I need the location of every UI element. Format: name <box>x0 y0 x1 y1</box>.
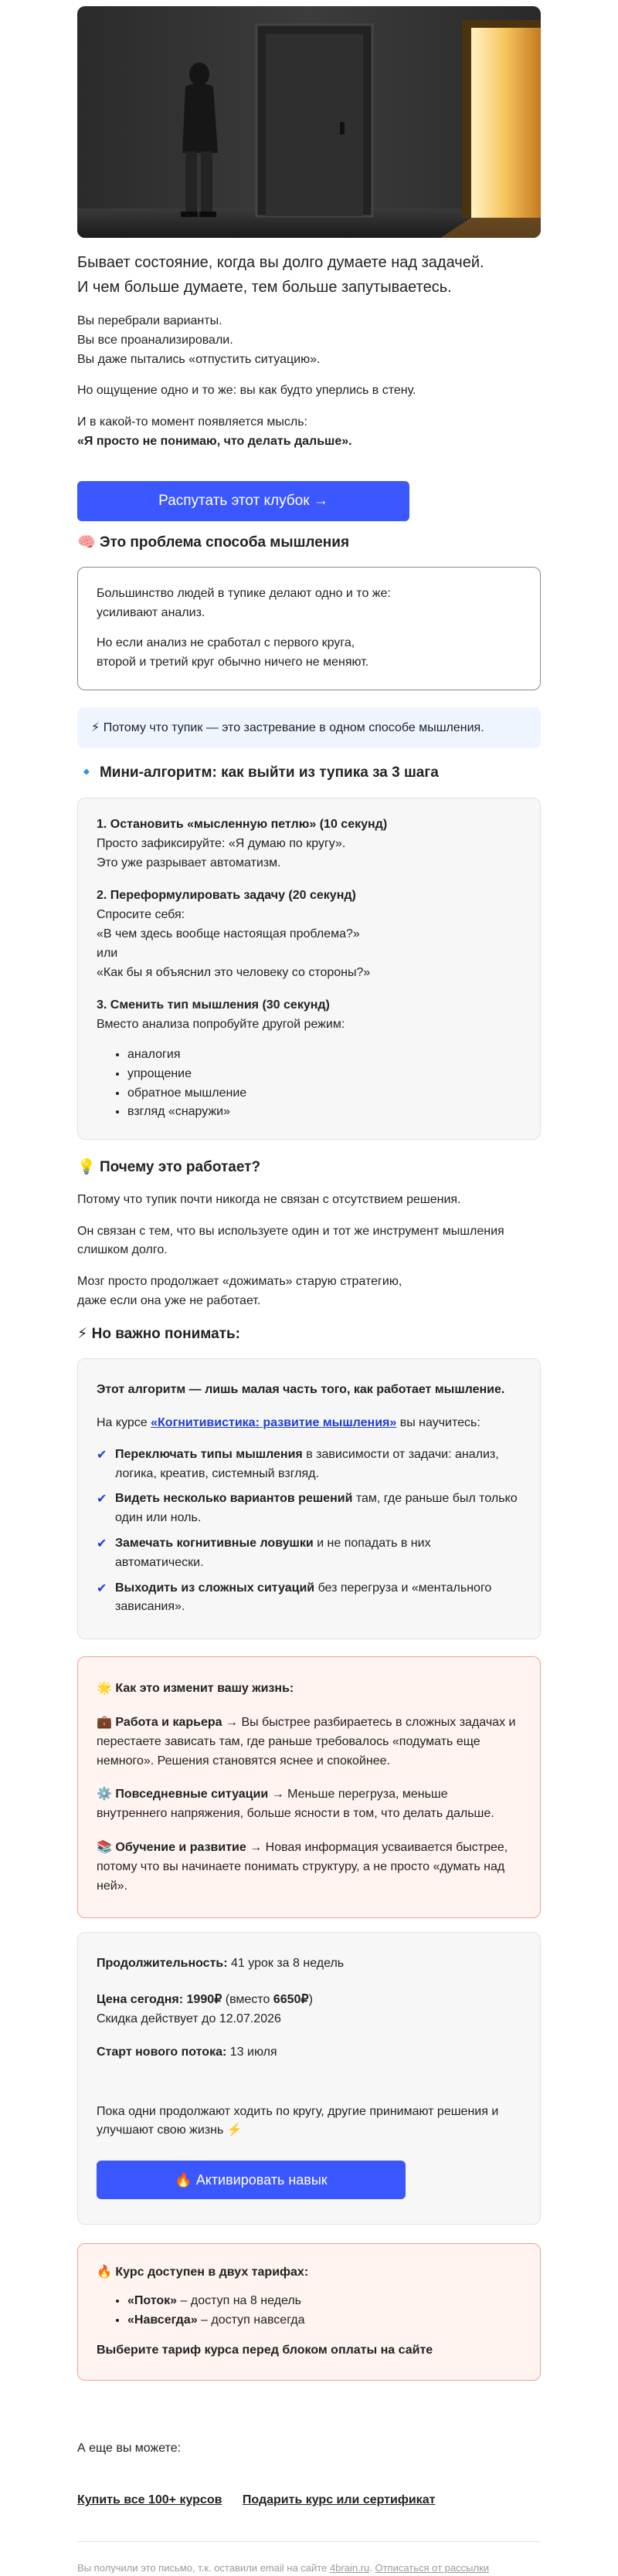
algorithm-heading <box>77 762 541 784</box>
footnote-mid: . <box>369 2561 375 2574</box>
list-item <box>97 1534 521 1573</box>
skill-bold: Переключать типы мышления <box>115 1447 303 1461</box>
more-label: А еще вы можете: <box>77 2442 182 2456</box>
list-item <box>127 2292 521 2311</box>
offer-start <box>97 2043 521 2062</box>
step-2 <box>97 886 521 982</box>
footnote <box>77 2541 541 2576</box>
books-icon: 📚 <box>97 1839 112 1855</box>
list-item <box>97 1579 521 1618</box>
life-title <box>97 1679 521 1699</box>
lightning-icon: ⚡ <box>77 1324 88 1342</box>
list-item: • упрощение <box>127 1065 521 1084</box>
course-intro <box>97 1414 521 1433</box>
start-value: 13 июля <box>226 2045 277 2059</box>
why-text <box>77 1191 541 1311</box>
buy-all-courses-link[interactable]: Купить все 100+ курсов <box>77 2493 222 2507</box>
lightning-icon: ⚡ <box>91 719 100 734</box>
gift-course-link[interactable]: Подарить курс или сертификат <box>242 2493 436 2507</box>
dead-end-note <box>77 707 541 749</box>
start-label: Старт нового потока: <box>97 2045 227 2059</box>
problem-box-line-1: Большинство людей в тупике делают одно и то же: <box>97 587 391 601</box>
intro-line-1: Бывает состояние, когда вы долго думаете над задачей. <box>77 254 484 271</box>
why-para-2 <box>77 1222 541 1261</box>
p1-line-3: Вы даже пытались «отпустить ситуацию». <box>77 352 321 366</box>
p3-line-2-bold: «Я просто не понимаю, что делать дальше». <box>77 434 352 448</box>
closing-line-1: Пока одни продолжают ходить по кругу, другие принимают решения и <box>97 2104 499 2118</box>
life-item-learning <box>97 1838 521 1896</box>
algorithm-title: Мини-алгоритм: как выйти из тупика за 3 шага <box>99 764 439 781</box>
price-value: 1990₽ <box>186 1993 222 2007</box>
hero-image <box>77 6 541 238</box>
life-title-text: Как это изменит вашу жизнь: <box>115 1682 294 1696</box>
important-title: Но важно понимать: <box>91 1325 240 1342</box>
life-item-rest: → Вы быстрее разбираетесь в сложных задачах и перестаете зависать там, где раньше требовалось «подумать еще немного». Решения становятся яснее и спокойнее. <box>97 1716 516 1768</box>
course-intro-pre: На курсе <box>97 1416 151 1430</box>
problem-box-line-4: второй и третий круг обычно ничего не меняют. <box>97 655 369 669</box>
list-item: • взгляд «снаружи» <box>127 1103 521 1122</box>
why-para-1: Потому что тупик почти никогда не связан с отсутствием решения. <box>77 1192 461 1206</box>
course-intro-post: вы научитесь: <box>396 1416 480 1430</box>
step-2-line-4: «Как бы я объяснил это человеку со стороны?» <box>97 965 371 979</box>
paragraph-options <box>77 312 541 369</box>
list-item: • аналогия <box>127 1046 521 1065</box>
why-title: Почему это работает? <box>99 1159 261 1176</box>
why-para-3-line-2: даже если она уже не работает. <box>77 1293 261 1307</box>
price-mid: (вместо <box>222 1993 273 2007</box>
closing-line-2: улучшают свою жизнь ⚡ <box>97 2124 243 2137</box>
briefcase-icon: 💼 <box>97 1714 112 1730</box>
why-para-2-line-1: Он связан с тем, что вы используете один и тот же инструмент мышления <box>77 1224 504 1238</box>
intro-line-2: И чем больше думаете, тем больше запутываетесь. <box>77 279 452 296</box>
course-lead-a: Этот алгоритм <box>97 1383 186 1397</box>
problem-box-para-1 <box>97 585 521 623</box>
problem-box-line-2: усиливают анализ. <box>97 606 205 620</box>
fire-icon: 🔥 <box>97 2264 112 2279</box>
life-item-rest: → Новая информация усваивается быстрее, потому что вы начинаете понимать структуру, а не просто «думать над ней». <box>97 1841 508 1893</box>
why-heading <box>77 1157 541 1178</box>
course-lead <box>97 1381 521 1400</box>
skill-rest: там, где раньше был только один или ноль. <box>115 1492 518 1525</box>
discount-deadline: Скидка действует до 12.07.2026 <box>97 2012 281 2026</box>
check-icon: ✔ <box>97 1580 107 1595</box>
life-item-bold: Повседневные ситуации <box>115 1788 269 1802</box>
tariffs-title-text: Курс доступен в двух тарифах: <box>115 2266 309 2279</box>
light-bulb-icon: 💡 <box>77 1158 96 1176</box>
step-3 <box>97 996 521 1035</box>
course-link[interactable]: «Когнитивистика: развитие мышления» <box>151 1416 397 1430</box>
tariffs-footer: Выберите тариф курса перед блоком оплаты на сайте <box>97 2343 433 2357</box>
step-2-title: 2. Переформулировать задачу (20 секунд) <box>97 889 356 903</box>
course-box <box>77 1358 541 1639</box>
intro-text <box>77 250 541 300</box>
list-item <box>97 1446 521 1484</box>
offer-duration <box>97 1954 521 1974</box>
step-1-line-1: Просто зафиксируйте: «Я думаю по кругу». <box>97 836 346 850</box>
offer-closing <box>97 2103 521 2141</box>
life-item-bold: Обучение и развитие <box>115 1841 246 1855</box>
price-old: 6650₽ <box>273 1993 309 2007</box>
site-link[interactable]: 4brain.ru <box>329 2561 370 2574</box>
why-para-3-line-1: Мозг просто продолжает «дожимать» старую стратегию, <box>77 1275 402 1289</box>
duration-value: 41 урок за 8 недель <box>227 1957 345 1971</box>
skills-list <box>97 1446 521 1617</box>
footnote-pre: Вы получили это письмо, т.к. оставили email на сайте <box>77 2561 330 2574</box>
gear-icon: ⚙️ <box>97 1786 112 1802</box>
price-end: ) <box>308 1993 313 2007</box>
why-para-2-line-2: слишком долго. <box>77 1243 168 1257</box>
step-2-line-1: Спросите себя: <box>97 908 185 922</box>
step-3-line-1: Вместо анализа попробуйте другой режим: <box>97 1018 345 1032</box>
skill-rest: без перегруза и «ментального зависания». <box>115 1581 492 1614</box>
footer-links <box>77 2491 541 2510</box>
paragraph-thought <box>77 413 541 452</box>
thinking-modes-list <box>127 1046 521 1122</box>
life-item-bold: Работа и карьера <box>115 1716 222 1730</box>
p3-line-1: И в какой-то момент появляется мысль: <box>77 415 307 429</box>
unsubscribe-link[interactable]: Отписаться от рассылки <box>375 2561 490 2574</box>
tariff-name: «Поток» <box>127 2294 178 2307</box>
skill-bold: Замечать когнитивные ловушки <box>115 1537 314 1551</box>
step-1-line-2: Это уже разрывает автоматизм. <box>97 856 281 869</box>
problem-heading <box>77 532 541 554</box>
check-icon: ✔ <box>97 1491 107 1507</box>
list-item: • обратное мышление <box>127 1084 521 1103</box>
paragraph-wall: Но ощущение одно и то же: вы как будто уперлись в стену. <box>77 384 416 398</box>
step-1 <box>97 815 521 873</box>
problem-box <box>77 567 541 690</box>
activate-skill-button[interactable]: 🔥 Активировать навык <box>97 2161 406 2199</box>
skill-bold: Видеть несколько вариантов решений <box>115 1492 353 1506</box>
star-icon: 🌟 <box>97 1680 112 1696</box>
why-para-3 <box>77 1273 541 1311</box>
life-item-rest: → Меньше перегруза, меньше внутреннего напряжения, больше ясности в том, что делать дальше. <box>97 1788 494 1821</box>
life-item-work <box>97 1713 521 1771</box>
tariffs-title <box>97 2262 521 2283</box>
p1-line-1: Вы перебрали варианты. <box>77 314 222 327</box>
skill-rest: и не попадать в них автоматически. <box>115 1537 431 1569</box>
p1-line-2: Вы все проанализировали. <box>77 333 233 347</box>
step-2-line-3: или <box>97 946 118 960</box>
blue-diamond-icon: 🔹 <box>77 764 96 781</box>
brain-icon: 🧠 <box>77 533 96 551</box>
duration-label: Продолжительность: <box>97 1957 228 1971</box>
problem-box-line-3: Но если анализ не сработал с первого круга, <box>97 636 355 649</box>
tariff-name: «Навсегда» <box>127 2313 198 2327</box>
important-heading <box>77 1324 541 1345</box>
check-icon: ✔ <box>97 1446 107 1462</box>
offer-price <box>97 1991 521 2029</box>
step-3-title: 3. Сменить тип мышления (30 секунд) <box>97 998 330 1012</box>
life-item-daily <box>97 1785 521 1824</box>
check-icon: ✔ <box>97 1536 107 1551</box>
life-change-box <box>77 1656 541 1918</box>
untangle-cta-button[interactable]: Распутать этот клубок → <box>77 481 409 521</box>
skill-bold: Выходить из сложных ситуаций <box>115 1581 315 1595</box>
problem-title: Это проблема способа мышления <box>99 534 350 551</box>
tariffs-list <box>127 2292 521 2330</box>
list-item <box>127 2311 521 2330</box>
price-label: Цена сегодня: <box>97 1993 187 2007</box>
list-item <box>97 1490 521 1528</box>
dead-end-note-text: Потому что тупик — это застревание в одном способе мышления. <box>103 720 484 734</box>
step-2-line-2: «В чем здесь вообще настоящая проблема?» <box>97 927 360 941</box>
tariff-desc: – доступ навсегда <box>197 2313 305 2327</box>
skill-rest: в зависимости от задачи: анализ, логика, креатив, системный взгляд. <box>115 1447 499 1480</box>
offer-box <box>77 1932 541 2225</box>
problem-box-para-2 <box>97 634 521 673</box>
tariff-desc: – доступ на 8 недель <box>177 2294 301 2307</box>
course-lead-b: — лишь малая часть того, как работает мышление. <box>185 1383 505 1397</box>
algorithm-box <box>77 798 541 1140</box>
step-1-title: 1. Остановить «мысленную петлю» (10 секунд) <box>97 817 388 831</box>
tariffs-box <box>77 2243 541 2381</box>
